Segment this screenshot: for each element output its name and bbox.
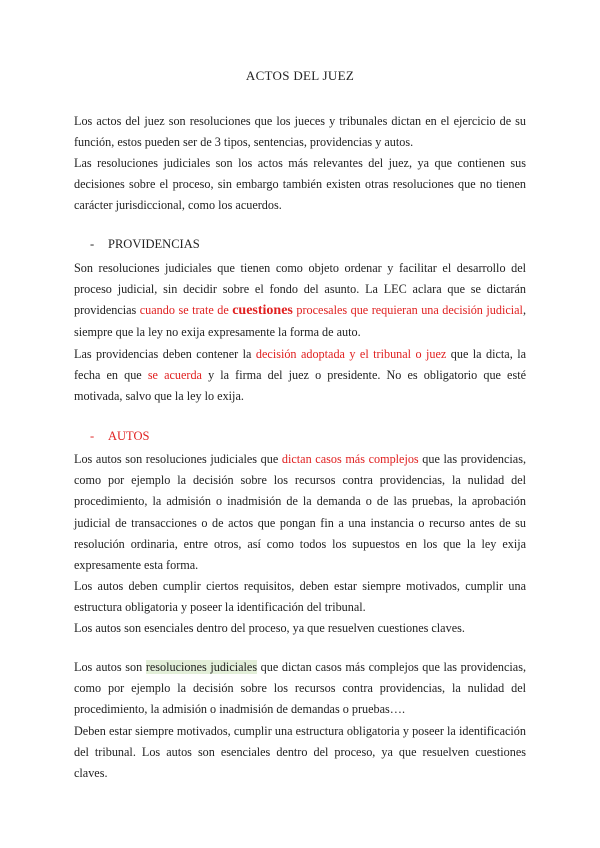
summary-paragraph-1 <box>74 657 526 721</box>
providencias-heading <box>90 237 200 252</box>
providencias-paragraph-1 <box>74 258 526 343</box>
text-run: Los autos son <box>74 660 146 674</box>
text-run: que dictan casos más complejos que las providencias, como por ejemplo la decisión sobre los recursos contra providencias, la nulidad del procedimiento, la admisión o inadmisión de demandas o pruebas…. <box>74 660 526 717</box>
text-run: Las providencias deben contener la <box>74 347 256 361</box>
autos-paragraph-2: Los autos deben cumplir ciertos requisitos, deben estar siempre motivados, cumplir una estructura obligatoria y poseer la identificación del tribunal. <box>74 579 526 615</box>
red-bold-text-run: cuestiones <box>232 303 293 319</box>
intro-paragraph-1: Los actos del juez son resoluciones que los jueces y tribunales dictan en el ejercicio de su función, estos pueden ser de 3 tipos, sentencias, providencias y autos. <box>74 114 526 150</box>
list-dash: - <box>90 429 95 443</box>
autos-heading-text: AUTOS <box>108 429 150 443</box>
list-dash: - <box>90 237 95 251</box>
text-run: que la dicta, la fecha en que <box>74 347 526 383</box>
providencias-paragraph-2 <box>74 344 526 408</box>
intro-paragraph-2: Las resoluciones judiciales son los actos más relevantes del juez, ya que contienen sus decisiones sobre el proceso, sin embargo también existen otras resoluciones que no tienen carácter jurisdiccional, como los acuerdos. <box>74 156 526 213</box>
text-run: que las providencias, como por ejemplo la decisión sobre los recursos contra providencias, la nulidad del procedimiento, la admisión o inadmisión de la demanda o de las pruebas, la aprobación judicial de transacciones o de actos que pongan fin a una instancia o recurso antes de su resolución ordinaria, entre otros, así como todos los supuestos en los que la ley exija expresamente esta forma. <box>74 452 527 573</box>
providencias-heading-text: PROVIDENCIAS <box>108 237 200 251</box>
red-text-run: dictan casos más complejos <box>281 452 419 466</box>
autos-paragraph-1 <box>74 449 526 576</box>
text-run: Los autos son resoluciones judiciales que <box>74 452 282 466</box>
autos-heading <box>90 429 149 444</box>
red-text-run: cuando se trate de <box>139 303 233 318</box>
autos-paragraph-3: Los autos son esenciales dentro del proceso, ya que resuelven cuestiones claves. <box>74 621 465 635</box>
document-title: ACTOS DEL JUEZ <box>245 68 355 83</box>
red-text-run: decisión adoptada y el tribunal o juez <box>255 347 447 361</box>
text-run: , siempre que la ley no exija expresamente la forma de auto. <box>74 303 526 339</box>
red-text-run: se acuerda <box>147 368 202 383</box>
summary-paragraph-2: Deben estar siempre motivados, cumplir una estructura obligatoria y poseer la identificación del tribunal. Los autos son esenciales dentro del proceso, ya que resuelven cuestiones claves. <box>74 724 526 781</box>
text-run: Son resoluciones judiciales que tienen como objeto ordenar y facilitar el desarrollo del proceso judicial, sin decidir sobre el fondo del asunto. La LEC aclara que se dictarán providencias <box>74 261 526 318</box>
red-text-run: procesales que requieran una decisión judicial <box>292 303 523 318</box>
text-run: y la firma del juez o presidente. No es obligatorio que esté motivada, salvo que la ley lo exija. <box>74 368 527 404</box>
highlighted-text-run: resoluciones judiciales <box>145 660 258 674</box>
